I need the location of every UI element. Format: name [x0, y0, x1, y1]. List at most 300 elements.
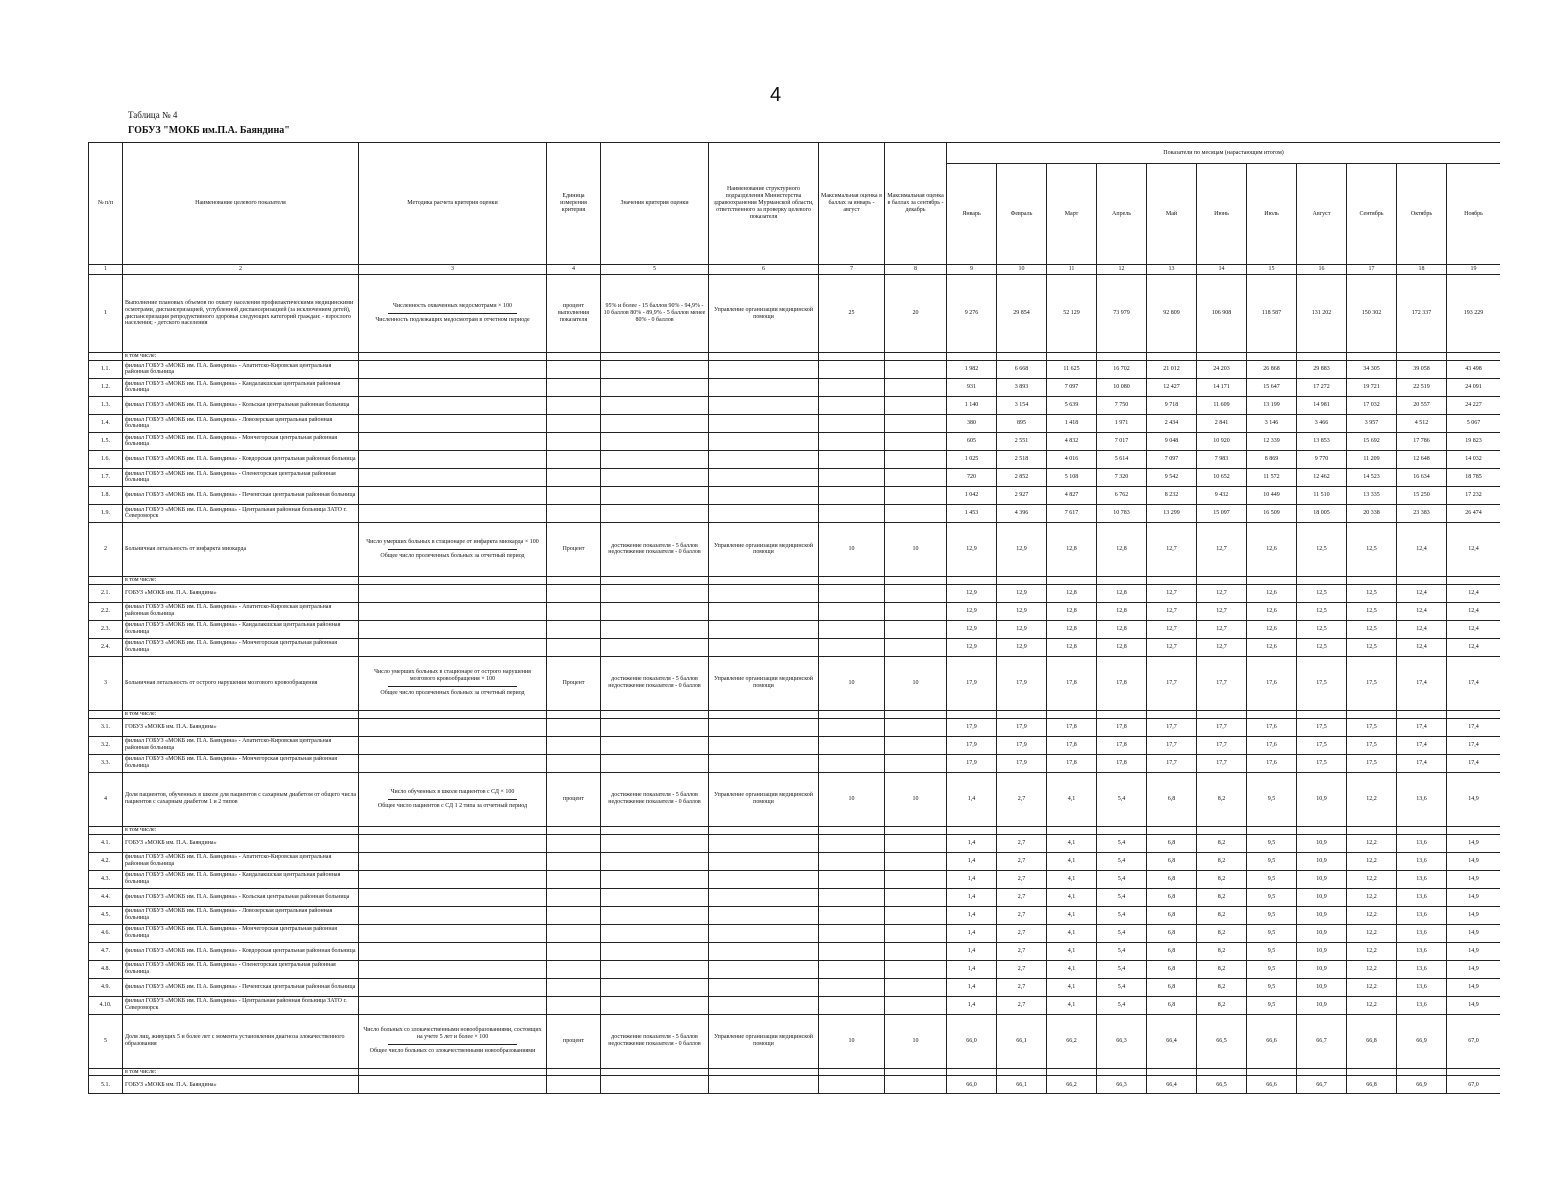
- method-denominator: Общее число пролеченных больных за отчетный период: [380, 552, 525, 559]
- month-value: 2,7: [997, 906, 1047, 924]
- empty-cell: [359, 754, 547, 772]
- empty-cell: [819, 1068, 885, 1076]
- empty-cell: [601, 736, 709, 754]
- month-value: 17,8: [1047, 718, 1097, 736]
- empty-cell: [885, 468, 947, 486]
- month-value: 2 841: [1197, 414, 1247, 432]
- empty-cell: [885, 360, 947, 378]
- empty-cell: [359, 710, 547, 718]
- empty-cell: [1347, 826, 1397, 834]
- unit: процент: [547, 1014, 601, 1068]
- month-value: 12,4: [1447, 584, 1501, 602]
- empty-cell: [547, 504, 601, 522]
- empty-cell: [885, 754, 947, 772]
- month-value: 67,0: [1447, 1014, 1501, 1068]
- empty-cell: [1297, 353, 1347, 361]
- month-value: 66,7: [1297, 1076, 1347, 1094]
- month-value: 66,8: [1347, 1014, 1397, 1068]
- empty-cell: [885, 870, 947, 888]
- empty-cell: [885, 906, 947, 924]
- month-value: 15 692: [1347, 432, 1397, 450]
- empty-cell: [1397, 826, 1447, 834]
- empty-cell: [819, 834, 885, 852]
- branch-row: [89, 602, 1501, 620]
- row-number: 3.3.: [89, 754, 123, 772]
- month-value: 10,9: [1297, 960, 1347, 978]
- empty-cell: [1447, 1068, 1501, 1076]
- month-value: 6,8: [1147, 888, 1197, 906]
- month-value: 12,5: [1347, 638, 1397, 656]
- month-value: 4,1: [1047, 772, 1097, 826]
- month-value: 17,4: [1397, 656, 1447, 710]
- month-value: 10,9: [1297, 834, 1347, 852]
- month-value: 1,4: [947, 852, 997, 870]
- column-number: 1: [89, 265, 123, 275]
- month-value: 17,7: [1197, 656, 1247, 710]
- empty-cell: [885, 924, 947, 942]
- month-value: 12,8: [1097, 522, 1147, 576]
- branch-row: [89, 960, 1501, 978]
- month-value: 5,4: [1097, 772, 1147, 826]
- empty-cell: [819, 450, 885, 468]
- month-value: 11 209: [1347, 450, 1397, 468]
- unit: Процент: [547, 656, 601, 710]
- empty-cell: [601, 710, 709, 718]
- month-value: 2,7: [997, 960, 1047, 978]
- month-value: 14,9: [1447, 942, 1501, 960]
- month-value: 17,9: [997, 754, 1047, 772]
- table-body: [89, 275, 1501, 1094]
- month-value: 17,5: [1297, 736, 1347, 754]
- empty-cell: [601, 396, 709, 414]
- month-value: 66,8: [1347, 1076, 1397, 1094]
- row-number: [89, 576, 123, 584]
- method-denominator: Численность подлежащих медосмотрам в отчетном периоде: [375, 317, 530, 323]
- responsible-dept: Управление организации медицинской помощи: [709, 275, 819, 353]
- row-number: 4.9.: [89, 978, 123, 996]
- month-value: 17,6: [1247, 656, 1297, 710]
- month-header: Февраль: [997, 164, 1047, 265]
- month-value: 3 146: [1247, 414, 1297, 432]
- month-value: 9,5: [1247, 772, 1297, 826]
- month-value: 8,2: [1197, 852, 1247, 870]
- branch-name: филиал ГОБУЗ «МОКБ им. П.А. Баяндина» - Печенгская центральная районная больница: [123, 486, 359, 504]
- empty-cell: [885, 888, 947, 906]
- empty-cell: [1347, 710, 1397, 718]
- month-value: 13,6: [1397, 924, 1447, 942]
- empty-cell: [601, 754, 709, 772]
- month-value: 19 721: [1347, 378, 1397, 396]
- month-value: 3 154: [997, 396, 1047, 414]
- empty-cell: [359, 620, 547, 638]
- month-value: 12,2: [1347, 978, 1397, 996]
- max-score-jan-aug: 25: [819, 275, 885, 353]
- month-header: Август: [1297, 164, 1347, 265]
- month-value: 3 893: [997, 378, 1047, 396]
- month-value: 6,8: [1147, 870, 1197, 888]
- branch-name: филиал ГОБУЗ «МОКБ им. П.А. Баяндина» - Кольская центральная районная больница: [123, 888, 359, 906]
- criteria: достижение показателя - 5 баллов недостижение показателя - 0 баллов: [601, 772, 709, 826]
- branch-row: [89, 414, 1501, 432]
- month-value: 13 299: [1147, 504, 1197, 522]
- empty-cell: [547, 396, 601, 414]
- month-value: 12,5: [1297, 620, 1347, 638]
- month-value: 66,3: [1097, 1076, 1147, 1094]
- month-value: 4,1: [1047, 906, 1097, 924]
- month-value: 66,7: [1297, 1014, 1347, 1068]
- empty-cell: [1347, 353, 1397, 361]
- month-value: 131 202: [1297, 275, 1347, 353]
- month-value: 17,7: [1197, 718, 1247, 736]
- empty-cell: [885, 852, 947, 870]
- month-value: 9,5: [1247, 906, 1297, 924]
- method-numerator: Число обученных в школе пациентов с СД × 100: [390, 788, 515, 795]
- empty-cell: [709, 638, 819, 656]
- month-value: 22 519: [1397, 378, 1447, 396]
- row-number: 3.1.: [89, 718, 123, 736]
- month-value: 6,8: [1147, 996, 1197, 1014]
- empty-cell: [1347, 1068, 1397, 1076]
- table-caption: Таблица № 4: [128, 110, 178, 120]
- branch-name: филиал ГОБУЗ «МОКБ им. П.А. Баяндина» - Кандалакшская центральная районная больница: [123, 870, 359, 888]
- month-value: 193 229: [1447, 275, 1501, 353]
- month-value: 12,7: [1197, 602, 1247, 620]
- month-value: 12,6: [1247, 638, 1297, 656]
- month-value: 4 832: [1047, 432, 1097, 450]
- month-value: 12,5: [1297, 522, 1347, 576]
- month-value: 9 770: [1297, 450, 1347, 468]
- max-score-sep-dec: 20: [885, 275, 947, 353]
- empty-cell: [819, 924, 885, 942]
- month-value: 380: [947, 414, 997, 432]
- empty-cell: [1047, 710, 1097, 718]
- empty-cell: [709, 432, 819, 450]
- month-value: 14,9: [1447, 852, 1501, 870]
- branch-name: филиал ГОБУЗ «МОКБ им. П.А. Баяндина» - Оленегорская центральная районная больница: [123, 468, 359, 486]
- month-value: 2,7: [997, 834, 1047, 852]
- month-value: 12,7: [1147, 522, 1197, 576]
- empty-cell: [709, 360, 819, 378]
- month-value: 5,4: [1097, 906, 1147, 924]
- empty-cell: [359, 996, 547, 1014]
- month-value: 5 067: [1447, 414, 1501, 432]
- month-value: 17,8: [1097, 754, 1147, 772]
- empty-cell: [601, 360, 709, 378]
- month-value: 6,8: [1147, 852, 1197, 870]
- month-value: 17,5: [1347, 754, 1397, 772]
- row-number: 4.6.: [89, 924, 123, 942]
- empty-cell: [547, 834, 601, 852]
- branch-row: [89, 978, 1501, 996]
- month-value: 13,6: [1397, 888, 1447, 906]
- month-value: 1 971: [1097, 414, 1147, 432]
- empty-cell: [547, 960, 601, 978]
- empty-cell: [819, 852, 885, 870]
- row-number: 4.10.: [89, 996, 123, 1014]
- branch-name: ГОБУЗ «МОКБ им. П.А. Баяндина»: [123, 718, 359, 736]
- empty-cell: [547, 353, 601, 361]
- month-value: 2 927: [997, 486, 1047, 504]
- empty-cell: [601, 576, 709, 584]
- month-value: 92 809: [1147, 275, 1197, 353]
- branch-row: [89, 718, 1501, 736]
- method-denominator: Общее число пациентов с СД 1 2 типа за отчетный период: [377, 802, 528, 809]
- empty-cell: [1397, 710, 1447, 718]
- month-value: 18 785: [1447, 468, 1501, 486]
- branch-name: филиал ГОБУЗ «МОКБ им. П.А. Баяндина» - Мончегорская центральная районная больница: [123, 754, 359, 772]
- column-number: 17: [1347, 265, 1397, 275]
- empty-cell: [709, 378, 819, 396]
- max-score-jan-aug: 10: [819, 772, 885, 826]
- month-value: 17,8: [1097, 718, 1147, 736]
- empty-cell: [1047, 353, 1097, 361]
- month-value: 66,6: [1247, 1076, 1297, 1094]
- empty-cell: [709, 504, 819, 522]
- month-value: 2,7: [997, 852, 1047, 870]
- empty-cell: [819, 906, 885, 924]
- month-value: 8,2: [1197, 888, 1247, 906]
- empty-cell: [1447, 576, 1501, 584]
- empty-cell: [359, 353, 547, 361]
- empty-cell: [885, 353, 947, 361]
- empty-cell: [819, 584, 885, 602]
- month-value: 66,4: [1147, 1014, 1197, 1068]
- branch-name: ГОБУЗ «МОКБ им. П.А. Баяндина»: [123, 1076, 359, 1094]
- month-value: 5,4: [1097, 870, 1147, 888]
- month-value: 43 498: [1447, 360, 1501, 378]
- empty-cell: [1147, 826, 1197, 834]
- month-value: 7 097: [1047, 378, 1097, 396]
- month-value: 8,2: [1197, 772, 1247, 826]
- month-value: 9 542: [1147, 468, 1197, 486]
- month-value: 12,6: [1247, 522, 1297, 576]
- month-value: 5,4: [1097, 996, 1147, 1014]
- month-value: 12,9: [997, 522, 1047, 576]
- empty-cell: [1247, 353, 1297, 361]
- column-number: 12: [1097, 265, 1147, 275]
- month-value: 1 042: [947, 486, 997, 504]
- empty-cell: [885, 486, 947, 504]
- empty-cell: [601, 353, 709, 361]
- empty-cell: [885, 996, 947, 1014]
- branch-name: филиал ГОБУЗ «МОКБ им. П.А. Баяндина» - Кандалакшская центральная районная больница: [123, 378, 359, 396]
- empty-cell: [601, 906, 709, 924]
- month-value: 9 432: [1197, 486, 1247, 504]
- empty-cell: [819, 360, 885, 378]
- branch-row: [89, 888, 1501, 906]
- month-value: 14,9: [1447, 772, 1501, 826]
- month-value: 67,0: [1447, 1076, 1501, 1094]
- month-value: 4,1: [1047, 960, 1097, 978]
- empty-cell: [819, 1076, 885, 1094]
- row-number: [89, 353, 123, 361]
- month-value: 12,2: [1347, 996, 1397, 1014]
- month-header: Сентябрь: [1347, 164, 1397, 265]
- month-value: 11 572: [1247, 468, 1297, 486]
- row-number: 1.5.: [89, 432, 123, 450]
- empty-cell: [547, 754, 601, 772]
- row-number: 4.1.: [89, 834, 123, 852]
- month-value: 17,9: [947, 736, 997, 754]
- month-value: 10,9: [1297, 924, 1347, 942]
- empty-cell: [1147, 1068, 1197, 1076]
- column-number: 18: [1397, 265, 1447, 275]
- subheader-row: [89, 1068, 1501, 1076]
- month-value: 2,7: [997, 888, 1047, 906]
- month-value: 6,8: [1147, 772, 1197, 826]
- empty-cell: [885, 450, 947, 468]
- month-value: 8,2: [1197, 978, 1247, 996]
- empty-cell: [819, 620, 885, 638]
- month-value: 19 823: [1447, 432, 1501, 450]
- month-value: 73 979: [1097, 275, 1147, 353]
- month-value: 10 920: [1197, 432, 1247, 450]
- month-value: 8,2: [1197, 996, 1247, 1014]
- row-number: 4.2.: [89, 852, 123, 870]
- empty-cell: [885, 414, 947, 432]
- empty-cell: [359, 602, 547, 620]
- month-value: 1 025: [947, 450, 997, 468]
- month-value: 6,8: [1147, 960, 1197, 978]
- branch-name: филиал ГОБУЗ «МОКБ им. П.А. Баяндина» - Центральная районная больница ЗАТО г. Североморск: [123, 504, 359, 522]
- unit: процент выполнения показателя: [547, 275, 601, 353]
- criteria: достижение показателя - 5 баллов недостижение показателя - 0 баллов: [601, 522, 709, 576]
- month-value: 2,7: [997, 870, 1047, 888]
- method-denominator: Общее число больных со злокачественными новообразованиями: [369, 1048, 536, 1054]
- empty-cell: [885, 602, 947, 620]
- empty-cell: [885, 576, 947, 584]
- row-number: 1: [89, 275, 123, 353]
- subheader-label: в том числе:: [123, 1068, 359, 1076]
- month-value: 12,4: [1397, 602, 1447, 620]
- month-value: 1 140: [947, 396, 997, 414]
- empty-cell: [709, 414, 819, 432]
- branch-name: филиал ГОБУЗ «МОКБ им. П.А. Баяндина» - Апатитско-Кировская центральная районная больница: [123, 736, 359, 754]
- method-numerator: Число умерших больных в стационаре от инфаркта миокарда × 100: [366, 539, 539, 545]
- month-value: 17,5: [1347, 718, 1397, 736]
- month-value: 10 652: [1197, 468, 1247, 486]
- month-value: 17,6: [1247, 718, 1297, 736]
- month-value: 17,9: [997, 656, 1047, 710]
- month-value: 66,1: [997, 1014, 1047, 1068]
- empty-cell: [1247, 710, 1297, 718]
- month-value: 1,4: [947, 906, 997, 924]
- column-number: 4: [547, 265, 601, 275]
- empty-cell: [709, 736, 819, 754]
- empty-cell: [709, 852, 819, 870]
- empty-cell: [359, 906, 547, 924]
- empty-cell: [1447, 353, 1501, 361]
- empty-cell: [709, 960, 819, 978]
- month-value: 4,1: [1047, 996, 1097, 1014]
- empty-cell: [1197, 1068, 1247, 1076]
- month-value: 1,4: [947, 978, 997, 996]
- empty-cell: [819, 638, 885, 656]
- month-value: 2 518: [997, 450, 1047, 468]
- month-value: 2,7: [997, 772, 1047, 826]
- empty-cell: [819, 602, 885, 620]
- month-value: 4 396: [997, 504, 1047, 522]
- indicator-name: Доля лиц, живущих 5 и более лет с момента установления диагноза злокачественного образования: [123, 1014, 359, 1068]
- empty-cell: [547, 710, 601, 718]
- month-value: 720: [947, 468, 997, 486]
- month-value: 17,4: [1397, 736, 1447, 754]
- empty-cell: [601, 942, 709, 960]
- month-value: 12 339: [1247, 432, 1297, 450]
- month-value: 34 305: [1347, 360, 1397, 378]
- month-value: 605: [947, 432, 997, 450]
- row-number: 1.4.: [89, 414, 123, 432]
- empty-cell: [885, 710, 947, 718]
- empty-cell: [601, 978, 709, 996]
- month-value: 20 338: [1347, 504, 1397, 522]
- month-header: Апрель: [1097, 164, 1147, 265]
- month-value: 12,7: [1147, 620, 1197, 638]
- month-header: Июль: [1247, 164, 1297, 265]
- subheader-row: [89, 826, 1501, 834]
- empty-cell: [1397, 576, 1447, 584]
- month-value: 1,4: [947, 888, 997, 906]
- empty-cell: [547, 996, 601, 1014]
- month-value: 9,5: [1247, 978, 1297, 996]
- month-value: 6,8: [1147, 906, 1197, 924]
- empty-cell: [1047, 1068, 1097, 1076]
- method-numerator: Число больных со злокачественными новообразованиями, состоящих на учете 5 лет и более × 100: [363, 1027, 542, 1041]
- month-value: 12,6: [1247, 584, 1297, 602]
- month-value: 14,9: [1447, 834, 1501, 852]
- subheader-label: в том числе:: [123, 710, 359, 718]
- empty-cell: [359, 504, 547, 522]
- month-value: 66,9: [1397, 1076, 1447, 1094]
- empty-cell: [997, 826, 1047, 834]
- empty-cell: [709, 1068, 819, 1076]
- month-value: 4,1: [1047, 870, 1097, 888]
- indicator-name: Выполнение плановых объемов по охвату населения профилактическими медицинскими осмотрами, диспансеризацией, углубленной диспансеризацией (за исключением детей), диспансеризация репродуктивного здоровья следующих категорий граждан: - взрослого населения; - детского населения: [123, 275, 359, 353]
- month-value: 66,6: [1247, 1014, 1297, 1068]
- header-unit: Единица измерения критерия: [547, 143, 601, 265]
- empty-cell: [997, 710, 1047, 718]
- month-value: 12,2: [1347, 942, 1397, 960]
- month-value: 17,5: [1297, 656, 1347, 710]
- month-value: 13,6: [1397, 996, 1447, 1014]
- month-value: 66,3: [1097, 1014, 1147, 1068]
- month-value: 66,4: [1147, 1076, 1197, 1094]
- empty-cell: [947, 1068, 997, 1076]
- month-value: 12,7: [1197, 638, 1247, 656]
- branch-name: филиал ГОБУЗ «МОКБ им. П.А. Баяндина» - Апатитско-Кировская центральная районная больница: [123, 852, 359, 870]
- month-value: 17,8: [1047, 736, 1097, 754]
- branch-name: ГОБУЗ «МОКБ им. П.А. Баяндина»: [123, 834, 359, 852]
- month-value: 12,7: [1197, 584, 1247, 602]
- empty-cell: [885, 1068, 947, 1076]
- empty-cell: [709, 620, 819, 638]
- month-value: 10,9: [1297, 996, 1347, 1014]
- row-number: 4.3.: [89, 870, 123, 888]
- subheader-row: [89, 353, 1501, 361]
- empty-cell: [1247, 1068, 1297, 1076]
- month-value: 14,9: [1447, 996, 1501, 1014]
- empty-cell: [601, 888, 709, 906]
- empty-cell: [359, 960, 547, 978]
- empty-cell: [359, 870, 547, 888]
- responsible-dept: Управление организации медицинской помощи: [709, 522, 819, 576]
- month-header: Ноябрь: [1447, 164, 1501, 265]
- subheader-row: [89, 710, 1501, 718]
- month-value: 12,7: [1147, 638, 1197, 656]
- column-number: 8: [885, 265, 947, 275]
- month-value: 8,2: [1197, 906, 1247, 924]
- indicator-name: Больничная летальность от инфаркта миокарда: [123, 522, 359, 576]
